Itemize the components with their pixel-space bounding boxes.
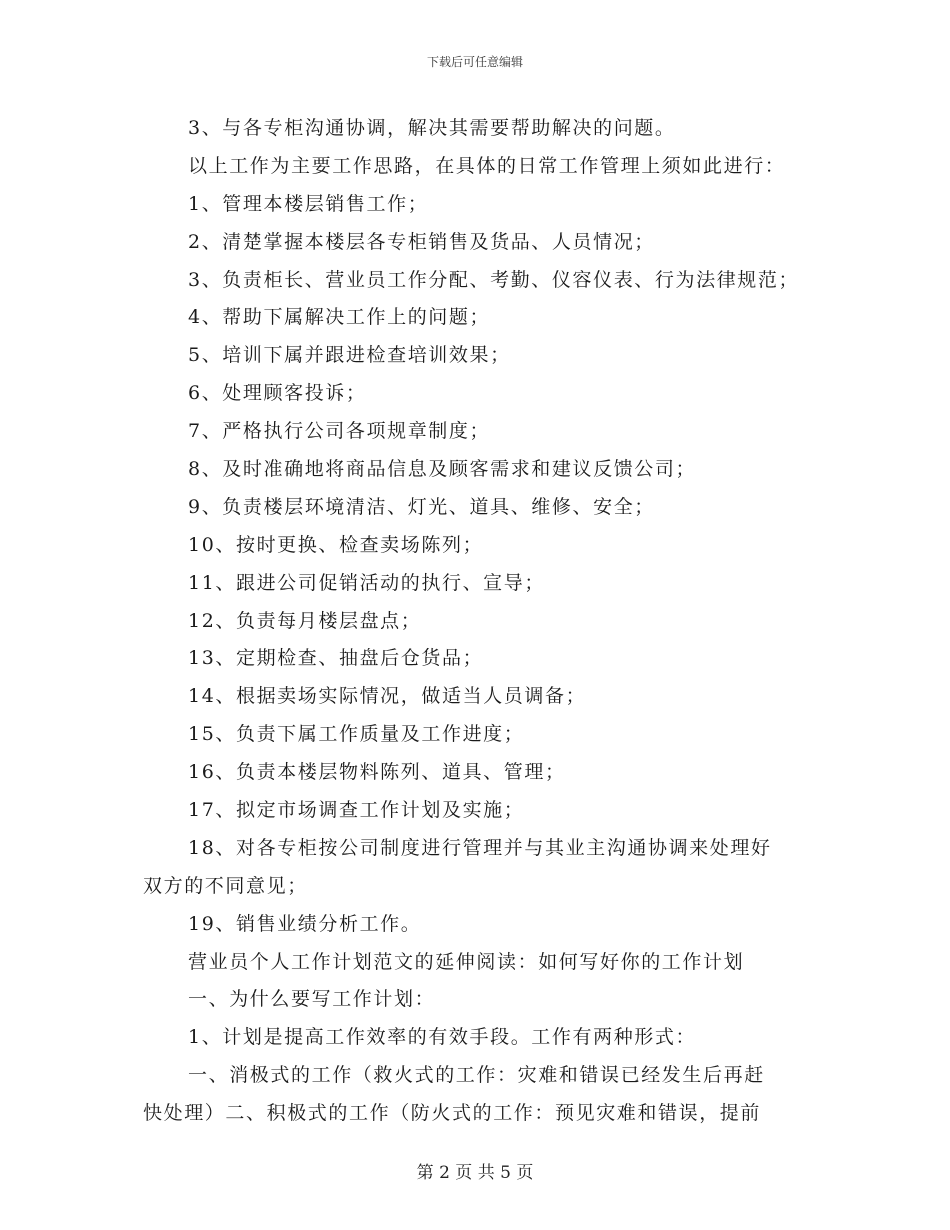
text-line: 15、负责下属工作质量及工作进度； — [188, 723, 525, 746]
text-line: 19、销售业绩分析工作。 — [188, 912, 422, 935]
text-line: 3、负责柜长、营业员工作分配、考勤、仪容仪表、行为法律规范； — [188, 268, 800, 291]
text-line: 6、处理顾客投诉； — [188, 382, 367, 405]
text-line: 快处理）二、积极式的工作（防火式的工作：预见灾难和错误，提前 — [143, 1102, 762, 1125]
text-line: 17、拟定市场调查工作计划及实施； — [188, 799, 525, 822]
text-line: 16、负责本楼层物料陈列、道具、管理； — [188, 761, 566, 784]
text-line: 1、计划是提高工作效率的有效手段。工作有两种形式： — [188, 1026, 697, 1049]
text-line: 4、帮助下属解决工作上的问题； — [188, 306, 491, 329]
text-line: 一、为什么要写工作计划： — [188, 988, 436, 1011]
text-line: 14、根据卖场实际情况，做适当人员调备； — [188, 685, 587, 708]
text-line: 以上工作为主要工作思路，在具体的日常工作管理上须如此进行： — [188, 154, 786, 177]
document-body — [143, 110, 823, 1133]
text-line: 18、对各专柜按公司制度进行管理并与其业主沟通协调来处理好 — [188, 836, 772, 859]
text-line: 2、清楚掌握本楼层各专柜销售及货品、人员情况； — [188, 230, 655, 253]
text-line: 13、定期检查、抽盘后仓货品； — [188, 647, 484, 670]
text-line: 3、与各专柜沟通协调，解决其需要帮助解决的问题。 — [188, 117, 676, 139]
text-line: 一、消极式的工作（救火式的工作：灾难和错误已经发生后再赶 — [188, 1064, 765, 1087]
text-line: 营业员个人工作计划范文的延伸阅读：如何写好你的工作计划 — [188, 950, 745, 973]
text-line: 5、培训下属并跟进检查培训效果； — [188, 344, 511, 367]
text-line: 9、负责楼层环境清洁、灯光、道具、维修、安全； — [188, 495, 655, 518]
page-header: 下载后可任意编辑 — [426, 55, 523, 69]
page-footer: 第 2 页 共 5 页 — [416, 1163, 534, 1183]
text-line: 12、负责每月楼层盘点； — [188, 609, 422, 632]
text-line: 7、严格执行公司各项规章制度； — [188, 420, 491, 443]
text-line: 8、及时准确地将商品信息及顾客需求和建议反馈公司； — [188, 458, 697, 481]
text-line: 10、按时更换、检查卖场陈列； — [188, 533, 484, 556]
text-line: 11、跟进公司促销活动的执行、宣导； — [188, 571, 545, 594]
text-line: 双方的不同意见； — [143, 874, 308, 897]
text-line: 1、管理本楼层销售工作； — [188, 192, 429, 215]
